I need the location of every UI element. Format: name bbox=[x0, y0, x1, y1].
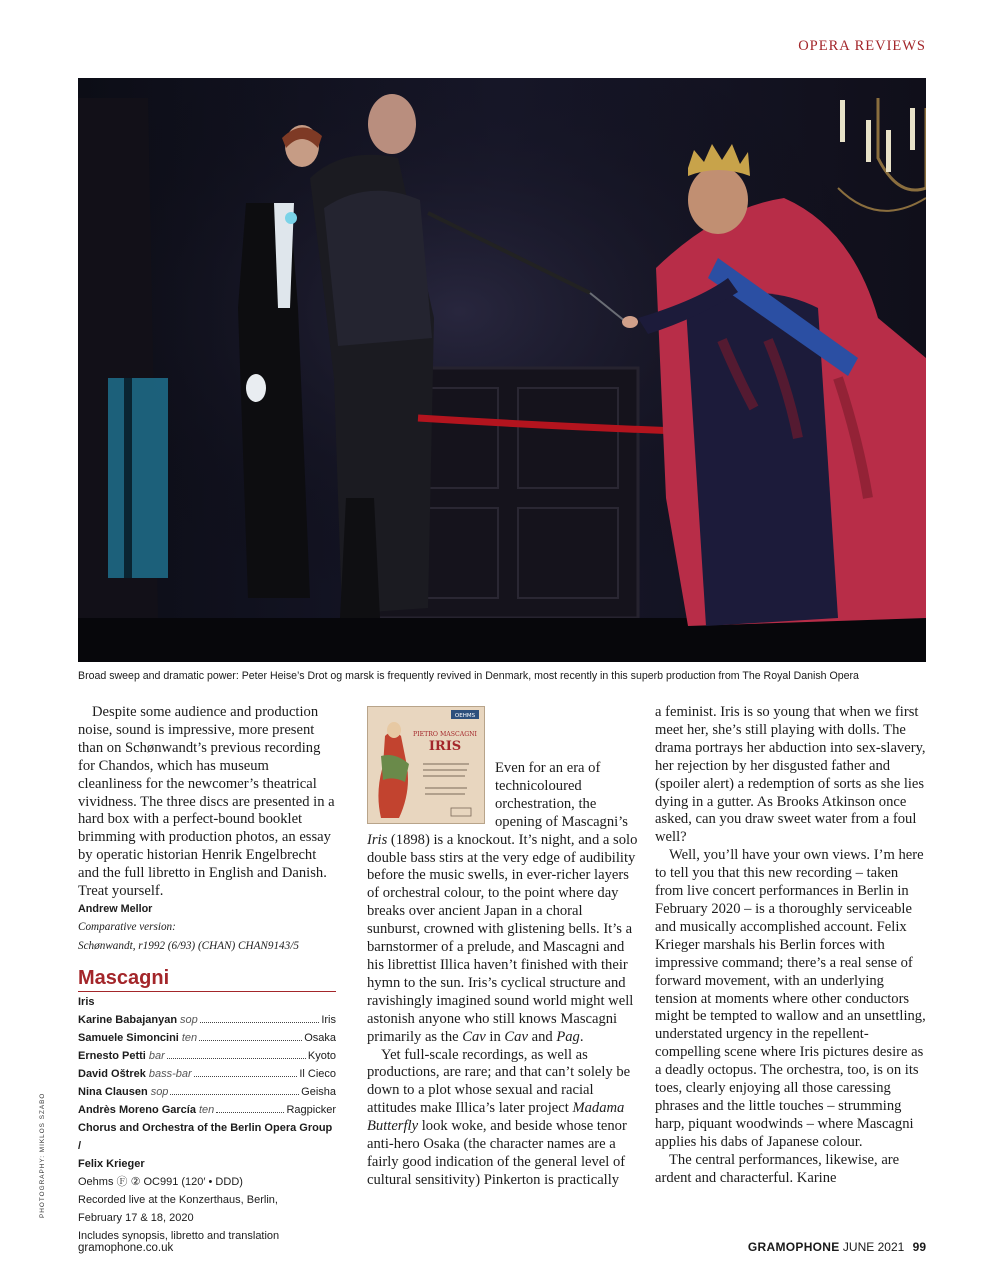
column-3 bbox=[655, 704, 927, 1187]
label-catalogue: Oehms Ⓕ ② OC991 (120′ • DDD) bbox=[78, 1175, 243, 1188]
album-cover bbox=[367, 706, 485, 824]
footer-folio bbox=[748, 1240, 926, 1254]
cast-list bbox=[78, 1011, 336, 1119]
reviewer-name: Andrew Mellor bbox=[78, 902, 153, 915]
heading-rule bbox=[78, 991, 336, 992]
review-closing-paragraph: Despite some audience and production noise, sound is impressive, more present than on Schønwandt’s previous recording for Chandos, which has museum cleanliness for the newcomer’s theatrical vividness. The three discs are presented in a hard box with a perfect-bound booklet brimming with production photos, an essay by operatic historian Henrik Engelbrecht and the full libretto in English and Danish. Treat yourself. bbox=[78, 704, 335, 900]
leader-dots bbox=[216, 1112, 284, 1113]
cast-name: Samuele Simoncini bbox=[78, 1031, 179, 1044]
composer-heading: Mascagni bbox=[78, 966, 170, 989]
opera-production-photo bbox=[78, 78, 926, 662]
cover-badge-text: OEHMS bbox=[454, 713, 476, 719]
ensemble-line: Chorus and Orchestra of the Berlin Opera Group / bbox=[78, 1121, 333, 1152]
photo-caption: Broad sweep and dramatic power: Peter Heise’s Drot og marsk is frequently revived in Denmark, most recently in this superb production from The Royal Danish Opera bbox=[78, 670, 859, 682]
recording-dates: February 17 & 18, 2020 bbox=[78, 1211, 194, 1224]
leader-dots bbox=[199, 1040, 302, 1041]
includes-note: Includes synopsis, libretto and translation bbox=[78, 1229, 280, 1242]
cover-figure-head bbox=[387, 722, 401, 738]
cover-composer: PIETRO MASCAGNI bbox=[413, 731, 477, 738]
cast-row bbox=[78, 1047, 336, 1065]
cast-name: David Oštrek bbox=[78, 1067, 146, 1080]
cast-voice: ten bbox=[181, 1031, 198, 1044]
column-3-paragraph-2: Well, you’ll have your own views. I’m here to tell you that this new recording – taken from live concert performances in Berlin in February 2020 – is a thoroughly serviceable and musically accomplished account. Felix Krieger marshals his Berlin forces with impressive command; there’s a real sense of forward movement, with an underlying tension at moments where other conductors might be tempted to wallow and an unsettling, understated urgency in the repellent-compelling scene where Iris pictures desire as a deadly octopus. The orchestra, too, is on its toes, clearly enjoying all those caressing phrases and the little touches – strumming harp, piquant woodwinds – where Mascagni applies his dabs of Japanese colour. bbox=[655, 847, 926, 1150]
cast-row bbox=[78, 1083, 336, 1101]
footer-magazine: GRAMOPHONE bbox=[747, 1240, 840, 1254]
cast-row bbox=[78, 1029, 336, 1047]
column-3-paragraph-1: a feminist. Iris is so young that when we first meet her, she’s still playing with dolls. The drama portrays her abduction into sex-slavery, her rejection by her disgusted father and (spoiler alert) a redemption of sorts as she lies dying in a gutter. As Brooks Atkinson once asked, can you draw sweet water from a foul well? bbox=[655, 704, 926, 846]
cast-name: Nina Clausen bbox=[78, 1085, 148, 1098]
section-label: OPERA REVIEWS bbox=[798, 38, 926, 54]
conductor-line: Felix Krieger bbox=[78, 1157, 145, 1170]
cast-role: Osaka bbox=[304, 1031, 336, 1044]
cast-row bbox=[78, 1065, 336, 1083]
leader-dots bbox=[194, 1076, 298, 1077]
cast-name: Karine Babajanyan bbox=[78, 1013, 178, 1026]
footer-page-number: 99 bbox=[912, 1240, 926, 1254]
cast-role: Kyoto bbox=[307, 1049, 336, 1062]
column-1 bbox=[78, 704, 336, 1245]
cast-role: Il Cieco bbox=[299, 1067, 336, 1080]
cast-voice: ten bbox=[198, 1103, 215, 1116]
column-2-paragraph-2: Yet full-scale recordings, as well as productions, are rare; and that can’t solely be down to a plot whose sexual and racial attitudes make Illica’s later project Madama Butterfly look woke, and beside whose tenor anti-hero Osaka (the character names are a fairly good indication of the general level of cultural sensitivity) Pinkerton is practically bbox=[367, 1046, 631, 1188]
recording-venue: Recorded live at the Konzerthaus, Berlin, bbox=[78, 1193, 278, 1206]
cast-role: Ragpicker bbox=[286, 1103, 336, 1116]
cast-role: Iris bbox=[321, 1013, 336, 1026]
cast-row bbox=[78, 1011, 336, 1029]
cast-voice: sop bbox=[180, 1013, 198, 1026]
footer-issue: JUNE 2021 bbox=[842, 1240, 905, 1254]
column-2-paragraph-1: Even for an era of technicoloured orchestration, the opening of Mascagni’s Iris (1898) is a knockout. It’s night, and a solo double bass stirs at the very edge of audibility before the music swells, in ever-richer layers of orchestral colour, to the point where day breaks over ancient Japan in a choral sunburst, crowned with glistening bells. It’s a barnstormer of a prelude, and Mascagni and his librettist Illica haven’t finished with their hymn to the sun. Iris’s cyclical structure and ravishingly imagined sound world might well astonish anyone who still knows Mascagni primarily as the Cav in Cav and Pag. bbox=[367, 760, 638, 1045]
leader-dots bbox=[200, 1022, 320, 1023]
cover-title: IRIS bbox=[428, 739, 462, 754]
work-title: Iris bbox=[78, 995, 95, 1008]
cast-role: Geisha bbox=[301, 1085, 336, 1098]
column-3-paragraph-3: The central performances, likewise, are ardent and characterful. Karine bbox=[655, 1151, 900, 1186]
column-2 bbox=[367, 704, 639, 1190]
footer-website: gramophone.co.uk bbox=[78, 1242, 174, 1254]
cast-row bbox=[78, 1101, 336, 1119]
leader-dots bbox=[170, 1094, 299, 1095]
cast-voice: bar bbox=[148, 1049, 165, 1062]
comparative-label: Comparative version: bbox=[78, 920, 176, 933]
cast-name: Ernesto Petti bbox=[78, 1049, 146, 1062]
cast-voice: sop bbox=[150, 1085, 169, 1098]
photo-credit: PHOTOGRAPHY: MIKLOS SZABO bbox=[39, 1092, 46, 1218]
comparative-detail: Schønwandt, r1992 (6/93) (CHAN) CHAN9143/5 bbox=[78, 939, 299, 952]
cast-voice: bass-bar bbox=[148, 1067, 192, 1080]
leader-dots bbox=[167, 1058, 306, 1059]
cast-name: Andrès Moreno García bbox=[78, 1103, 196, 1116]
